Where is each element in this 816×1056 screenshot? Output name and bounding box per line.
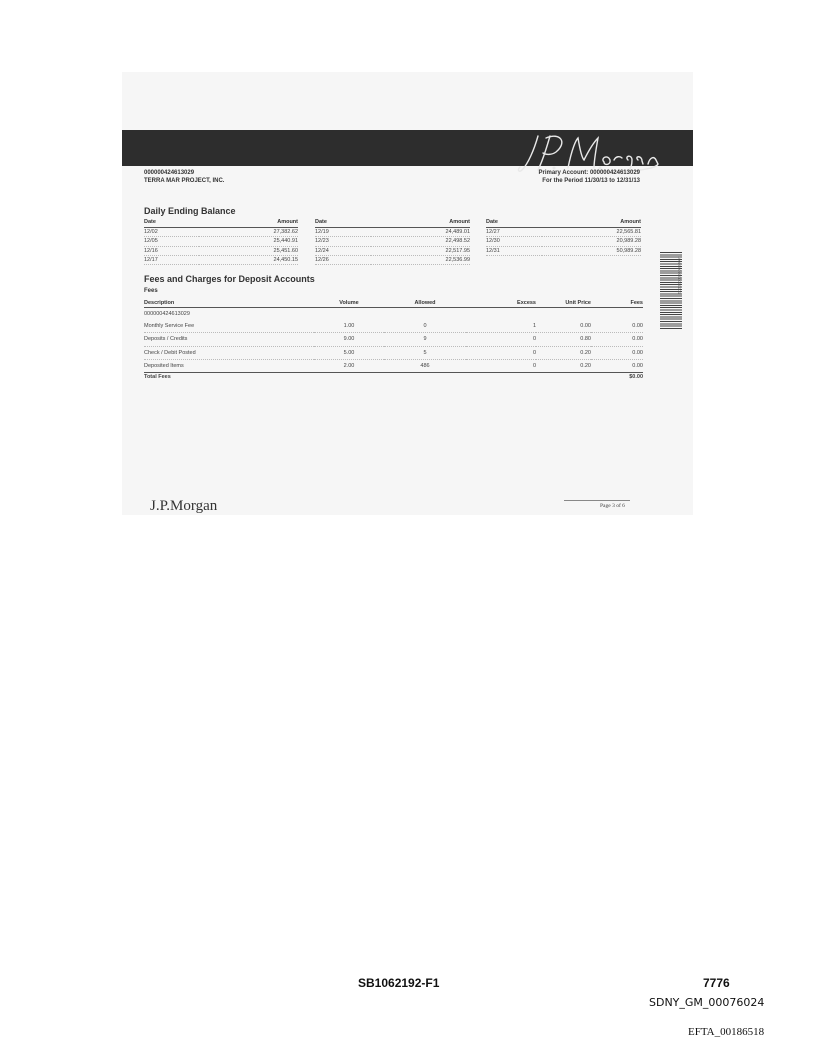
account-info	[144, 169, 224, 185]
page-number: Page 3 of 6	[600, 503, 625, 509]
volume-header: Volume	[314, 298, 384, 308]
footer-divider	[564, 500, 630, 501]
efta-stamp: EFTA_00186518	[688, 1026, 765, 1038]
table-row: 12/24 22,517.95	[315, 247, 470, 254]
sdny-stamp: SDNY_GM_00076024	[649, 996, 765, 1009]
table-row: 12/31 50,989.28	[486, 247, 641, 254]
primary-account: Primary Account: 000000424613029	[538, 170, 640, 176]
date-header: Date	[315, 218, 371, 228]
total-fees-label: Total Fees	[144, 372, 591, 382]
amount-header: Amount	[371, 218, 470, 228]
account-number: 000000424613029	[144, 170, 195, 176]
table-row: Deposits / Credits 9.00 9 0 0.80 0.00	[144, 333, 643, 346]
barcode-text: 10000000000000000	[677, 256, 682, 294]
fees-subtitle: Fees	[144, 288, 158, 294]
description-header: Description	[144, 298, 314, 308]
table-row: Monthly Service Fee 1.00 0 1 0.00 0.00	[144, 320, 643, 333]
table-row: 12/19 24,489.01	[315, 229, 470, 236]
total-fees-row	[144, 372, 643, 382]
table-row: 12/02 27,382.62	[144, 229, 298, 236]
table-row: 12/16 25,451.60	[144, 247, 298, 254]
fees-section-title: Fees and Charges for Deposit Accounts	[144, 274, 315, 284]
table-row: 12/27 22,565.81	[486, 229, 641, 236]
fees-table	[144, 298, 643, 382]
total-fees-value: $0.00	[591, 372, 643, 382]
table-row	[144, 308, 643, 321]
date-header: Date	[486, 218, 542, 228]
allowed-header: Allowed	[384, 298, 466, 308]
amount-header: Amount	[199, 218, 298, 228]
balance-table-3	[486, 218, 641, 256]
table-row: 12/05 25,440.91	[144, 238, 298, 245]
account-name: TERRA MAR PROJECT, INC.	[144, 178, 225, 184]
excess-header: Excess	[466, 298, 536, 308]
table-row: 12/26 22,536.99	[315, 257, 470, 264]
footer-jpmorgan-logo: J.P.Morgan	[150, 498, 218, 514]
unit-price-header: Unit Price	[536, 298, 591, 308]
table-row: 12/30 20,989.28	[486, 238, 641, 245]
balance-table-1	[144, 218, 298, 265]
daily-balance-title: Daily Ending Balance	[144, 206, 236, 216]
bates-stamp: SB1062192-F1	[358, 976, 440, 990]
balance-table-2	[315, 218, 470, 265]
fees-header: Fees	[591, 298, 643, 308]
date-header: Date	[144, 218, 199, 228]
table-row: Deposited Items 2.00 486 0 0.20 0.00	[144, 359, 643, 372]
period-info	[538, 169, 640, 185]
table-row: 12/23 22,498.52	[315, 238, 470, 245]
scanned-statement-page	[122, 72, 693, 515]
table-row: 12/17 24,450.15	[144, 257, 298, 264]
table-row: Check / Debit Posted 5.00 5 0 0.20 0.00	[144, 346, 643, 359]
statement-period: For the Period 11/30/13 to 12/31/13	[542, 178, 640, 184]
bates-number: 7776	[703, 976, 730, 990]
fees-account-number: 000000424613029	[144, 311, 190, 318]
amount-header: Amount	[542, 218, 641, 228]
